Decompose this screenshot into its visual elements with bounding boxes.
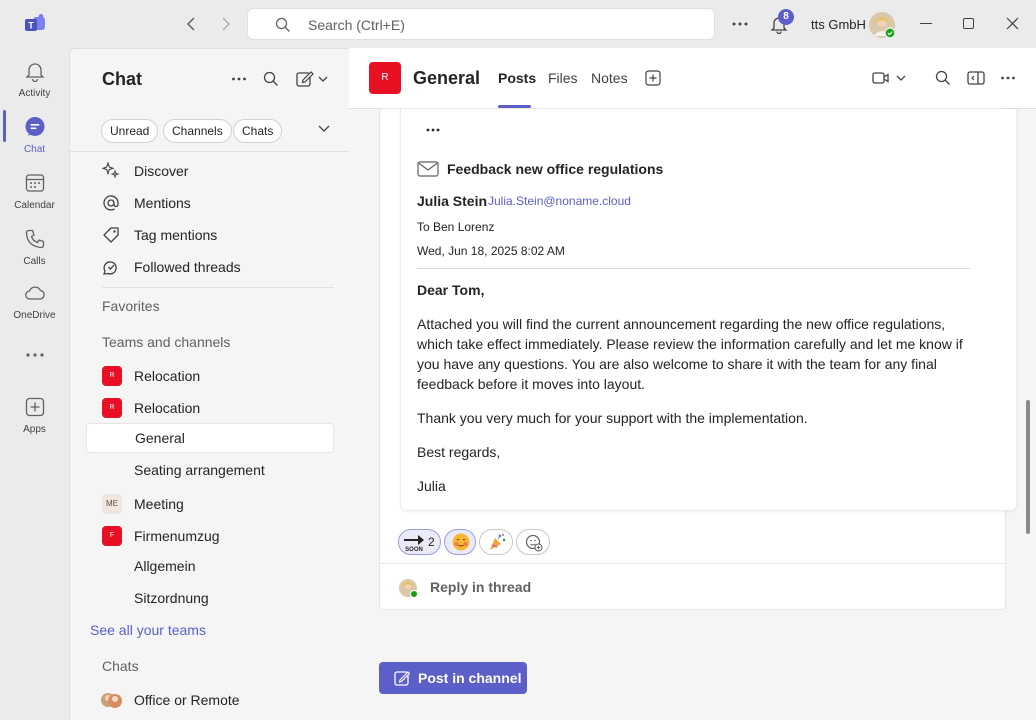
soon-label: SOON: [405, 547, 423, 552]
search-icon: [275, 17, 291, 33]
search-box[interactable]: [247, 8, 715, 40]
chevron-down-icon[interactable]: [318, 125, 330, 133]
followed-threads-icon: [102, 258, 120, 276]
more-options-icon[interactable]: [426, 127, 440, 133]
channel-label: Seating arrangement: [134, 462, 265, 478]
team-label: Meeting: [134, 496, 184, 512]
app-rail: [0, 48, 69, 720]
channel-label: Allgemein: [134, 558, 196, 574]
title-bar: [0, 0, 1036, 48]
teams-logo-icon: [24, 13, 46, 35]
add-reaction-button[interactable]: [516, 529, 550, 555]
nav-mentions[interactable]: [86, 188, 334, 218]
rail-item-calendar[interactable]: [0, 164, 69, 220]
search-placeholder: Search (Ctrl+E): [308, 17, 405, 33]
add-reaction-icon: [525, 534, 543, 552]
filter-chats[interactable]: Chats: [233, 119, 282, 143]
channel-general[interactable]: [86, 423, 334, 453]
compose-icon: [394, 670, 410, 686]
email-subject: Feedback new office regulations: [447, 161, 664, 177]
team-label: Relocation: [134, 400, 201, 416]
bell-icon: [24, 60, 46, 82]
reaction-count: 2: [428, 535, 435, 549]
rail-label: Chat: [23, 144, 46, 155]
pane-title: Chat: [102, 69, 142, 89]
filter-channels[interactable]: Channels: [163, 119, 232, 143]
chat-list-pane: [69, 48, 349, 720]
rail-item-chat[interactable]: [0, 108, 69, 164]
add-app-icon: [24, 396, 46, 418]
more-apps-icon[interactable]: [25, 352, 45, 358]
team-avatar: R: [102, 366, 122, 386]
divider: [102, 287, 334, 288]
video-call-icon[interactable]: [872, 70, 908, 86]
post-in-channel-button[interactable]: [379, 662, 527, 694]
search-icon[interactable]: [935, 70, 951, 86]
team-label: Relocation: [134, 368, 201, 384]
see-all-teams-link[interactable]: See all your teams: [90, 622, 206, 638]
divider: [417, 268, 970, 269]
reaction-blush[interactable]: [444, 529, 476, 555]
sparkle-icon: [102, 162, 120, 180]
maximize-button[interactable]: [963, 18, 974, 29]
channel-title: General: [413, 68, 481, 88]
calendar-icon: [24, 172, 46, 194]
channel-team-avatar: R: [369, 62, 401, 94]
rail-item-calls[interactable]: [0, 220, 69, 276]
nav-discover[interactable]: [86, 156, 334, 186]
scrollbar[interactable]: [1026, 400, 1030, 534]
chat-office-or-remote[interactable]: [86, 685, 334, 715]
channel-sitzordnung[interactable]: [86, 583, 334, 613]
new-chat-icon[interactable]: [296, 70, 330, 88]
email-paragraph: Thank you very much for your support with the implementation.: [417, 410, 808, 426]
team-relocation-1[interactable]: [86, 361, 334, 391]
tab-files[interactable]: Files: [548, 70, 578, 86]
tab-posts[interactable]: Posts: [498, 70, 537, 86]
channel-label: General: [135, 430, 185, 446]
channel-header: [349, 48, 1036, 109]
group-avatar: [100, 689, 122, 711]
reply-label: Reply in thread: [430, 579, 532, 595]
notifications-button[interactable]: [769, 11, 793, 36]
team-avatar: F: [102, 526, 122, 546]
rail-item-apps[interactable]: [0, 388, 69, 444]
at-sign-icon: [102, 194, 120, 212]
phone-icon: [24, 228, 46, 250]
chat-icon: [24, 116, 46, 138]
more-options-icon[interactable]: [731, 16, 749, 32]
email-preview: [400, 109, 1017, 511]
section-teams-and-channels[interactable]: Teams and channels: [102, 334, 231, 350]
profile-avatar[interactable]: [868, 11, 896, 39]
channel-seating-arrangement[interactable]: [86, 455, 334, 485]
nav-tag-mentions[interactable]: [86, 220, 334, 250]
email-sender-name: Julia Stein: [417, 193, 488, 209]
rail-label: Calendar: [14, 200, 55, 211]
nav-followed-threads[interactable]: [86, 252, 334, 282]
open-info-pane-icon[interactable]: [967, 70, 985, 86]
avatar: [398, 578, 418, 598]
notification-badge: 8: [778, 9, 794, 25]
party-popper-icon: [487, 532, 507, 552]
rail-label: Calls: [23, 256, 46, 267]
team-label: Firmenumzug: [134, 528, 220, 544]
reaction-party[interactable]: [479, 529, 513, 555]
team-avatar: ME: [102, 494, 122, 514]
soon-arrow-icon: [403, 532, 425, 552]
org-name: tts GmbH: [811, 17, 866, 32]
channel-label: Sitzordnung: [134, 590, 209, 606]
section-favorites[interactable]: Favorites: [102, 298, 160, 314]
email-sender-address[interactable]: Julia.Stein@noname.cloud: [488, 194, 631, 208]
team-relocation-2[interactable]: [86, 393, 334, 423]
chat-label: Office or Remote: [134, 692, 240, 708]
team-avatar: R: [102, 398, 122, 418]
email-signature: Julia: [417, 478, 446, 494]
post-button-label: Post in channel: [418, 670, 522, 686]
filter-unread[interactable]: Unread: [101, 119, 158, 143]
rail-item-activity[interactable]: [0, 52, 69, 108]
rail-item-onedrive[interactable]: [0, 274, 69, 330]
nav-label: Tag mentions: [134, 227, 218, 243]
cloud-icon: [24, 282, 46, 304]
forward-arrow-icon[interactable]: [218, 16, 232, 32]
tab-notes[interactable]: Notes: [591, 70, 628, 86]
team-meeting[interactable]: [86, 489, 334, 519]
rail-label: OneDrive: [13, 310, 56, 321]
nav-label: Discover: [134, 163, 189, 179]
svg-text:T: T: [28, 20, 34, 31]
back-arrow-icon[interactable]: [185, 16, 199, 32]
email-closing: Best regards,: [417, 444, 501, 460]
more-options-icon[interactable]: [1000, 70, 1016, 86]
nav-label: Followed threads: [134, 259, 241, 275]
close-window-button[interactable]: [1006, 17, 1019, 30]
rail-label: Apps: [23, 424, 46, 435]
tag-icon: [102, 226, 120, 244]
post-card: [379, 108, 1006, 610]
channel-view: [349, 48, 1036, 720]
minimize-button[interactable]: [920, 23, 932, 24]
team-firmenumzug[interactable]: [86, 521, 334, 551]
email-recipient: To Ben Lorenz: [417, 220, 495, 234]
reply-in-thread[interactable]: [380, 563, 1005, 610]
nav-label: Mentions: [134, 195, 191, 211]
section-chats[interactable]: Chats: [102, 658, 139, 674]
search-icon[interactable]: [263, 71, 279, 87]
divider: [70, 151, 350, 152]
add-tab-icon[interactable]: [645, 70, 661, 86]
rail-label: Activity: [18, 88, 51, 99]
email-greeting: Dear Tom,: [417, 282, 485, 298]
more-options-icon[interactable]: [231, 71, 247, 87]
channel-allgemein[interactable]: [86, 551, 334, 581]
reaction-soon[interactable]: [398, 529, 441, 555]
blushing-face-icon: [451, 532, 471, 552]
mail-icon: [417, 161, 439, 177]
email-date: Wed, Jun 18, 2025 8:02 AM: [417, 244, 565, 258]
email-paragraph: Attached you will find the current announcement regarding the new office regulations, which take effect immediately. Please review the information carefully and let me know if you have any questions. You are also welcome to share it with the team for any final feedback before it moves into layout.: [417, 316, 963, 392]
